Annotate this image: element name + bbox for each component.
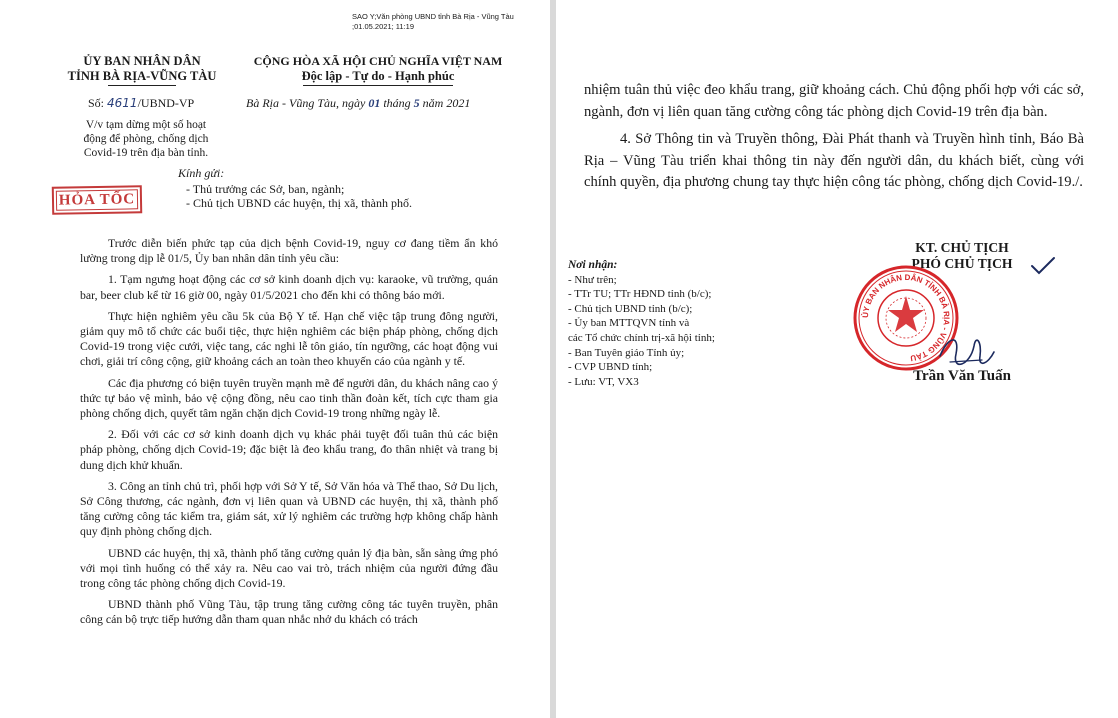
distribution-item: - Ban Tuyên giáo Tỉnh ủy; — [568, 346, 685, 359]
signer-position: PHÓ CHỦ TỊCH — [911, 256, 1013, 271]
subject-line1: V/v tạm dừng một số hoạt — [85, 119, 207, 131]
national-header — [228, 54, 528, 86]
national-title: CỘNG HÒA XÃ HỘI CHỦ NGHĨA VIỆT NAM — [253, 54, 503, 68]
paragraph: Các địa phương có biện tuyên truyền mạnh mẽ để người dân, du khách nâng cao ý thức tự bảo vệ mình, bảo vệ cộng đồng, nêu cao tinh thần đoàn kết, tích cực tham gia phòng chống dịch, quyết tâm ngăn chặn dịch Covid-19 trong những ngày lễ. — [80, 375, 498, 421]
signer-title: KT. CHỦ TỊCH — [915, 240, 1009, 255]
paragraph: nhiệm tuân thủ việc đeo khẩu trang, giữ khoảng cách. Chủ động phối hợp với các sở, ngành, đơn vị liên quan tăng cường công tác phòng dịch Covid-19 trên địa bàn. — [584, 82, 1084, 120]
handwritten-signature — [930, 316, 1000, 386]
signer-name: Trần Văn Tuấn — [913, 368, 1011, 384]
salutation: Kính gửi: — [178, 166, 225, 180]
seal-text: ỦY BAN NHÂN DÂN TỈNH BÀ RỊA - VŨNG TÀU — [860, 272, 952, 363]
subject-line3: Covid-19 trên địa bàn tỉnh. — [83, 147, 209, 159]
issuer-header — [62, 54, 222, 86]
date-day: 01 — [368, 96, 381, 110]
national-motto: Độc lập - Tự do - Hạnh phúc — [301, 69, 455, 83]
document-subject — [66, 118, 226, 160]
paragraph: UBND các huyện, thị xã, thành phố tăng cường quản lý địa bàn, sẵn sàng ứng phó với mọi tình huống có thể xảy ra. Nêu cao vai trò, trách nhiệm của người đứng đầu trong công tác phòng chống dịch Covid-19. — [80, 545, 498, 591]
paragraph: 4. Sở Thông tin và Truyền thông, Đài Phát thanh và Truyền hình tỉnh, Báo Bà Rịa – Vũng Tàu triển khai thông tin này đến người dân, du khách biết, cùng với chính quyền, địa phương chung tay thực hiện công tác phòng, chống dịch Covid-19./. — [584, 131, 1084, 190]
copy-stamp-line1: SAO Y;Văn phòng UBND tỉnh Bà Rịa - Vũng Tàu — [352, 12, 514, 21]
urgent-stamp: HỎA TỐC — [52, 185, 142, 215]
issuer-line2: TỈNH BÀ RỊA-VŨNG TÀU — [67, 69, 217, 83]
date-part3: năm 2021 — [422, 96, 471, 110]
distribution-item: - Chủ tịch UBND tỉnh (b/c); — [568, 302, 693, 315]
body-left — [80, 236, 498, 634]
paragraph: 2. Đối với các cơ sở kinh doanh dịch vụ khác phải tuyệt đối tuân thủ các biện pháp phòng, chống dịch Covid-19; đặc biệt là đeo khẩu trang, đo thân nhiệt và trang bị dung dịch khử khuẩn. — [80, 427, 498, 472]
document-date — [246, 96, 470, 111]
doc-number-prefix: Số: — [88, 96, 105, 110]
motto-underline — [303, 85, 453, 86]
recipient-line: - Thủ trưởng các Sở, ban, ngành; — [186, 182, 345, 196]
paragraph: UBND thành phố Vũng Tàu, tập trung tăng cường công tác tuyên truyền, phân công cán bộ trực tiếp hướng dẫn tham quan nhắc nhở du khách có trách — [80, 597, 498, 627]
subject-line2: động để phòng, chống dịch — [83, 133, 209, 145]
copy-stamp — [352, 12, 542, 32]
distribution-item: - CVP UBND tỉnh; — [568, 361, 653, 374]
distribution-title: Nơi nhận: — [568, 259, 618, 271]
distribution-item: - TTr TU; TTr HĐND tỉnh (b/c); — [568, 288, 712, 301]
body-right — [584, 80, 1084, 200]
doc-number-handwritten: 4611 — [107, 96, 138, 110]
paragraph: Trước diễn biến phức tạp của dịch bệnh Covid-19, nguy cơ đang tiềm ẩn khó lường trong dịp lễ 01/5, Ủy ban nhân dân tỉnh yêu cầu: — [80, 236, 498, 266]
distribution-item: - Ủy ban MTTQVN tỉnh và — [568, 317, 690, 330]
issuer-line1: ỦY BAN NHÂN DÂN — [83, 54, 201, 68]
paragraph: 3. Công an tỉnh chủ trì, phối hợp với Sở Y tế, Sở Văn hóa và Thể thao, Sở Du lịch, Sở Công thương, các ngành, đơn vị liên quan và UBND các huyện, thị xã, thành phố tăng cường công tác kiểm tra, giám sát, xử lý nghiêm các trường hợp không chấp hành quy định phòng chống dịch. — [80, 478, 498, 539]
checkmark-icon — [1030, 256, 1056, 276]
document-number — [88, 96, 194, 111]
seal-star-icon — [888, 296, 924, 332]
paragraph: 1. Tạm ngưng hoạt động các cơ sở kinh doanh dịch vụ: karaoke, vũ trường, quán bar, beer club kể từ 16 giờ 00, ngày 01/5/2021 cho đến khi có thông báo mới. — [80, 272, 498, 302]
distribution-list — [568, 258, 818, 389]
distribution-item: - Như trên; — [568, 273, 617, 286]
recipient-line: - Chủ tịch UBND các huyện, thị xã, thành phố. — [186, 196, 412, 210]
distribution-item: các Tổ chức chính trị-xã hội tỉnh; — [568, 331, 715, 344]
paragraph: Thực hiện nghiêm yêu cầu 5k của Bộ Y tế. Hạn chế việc tập trung đông người, giảm quy mô tổ chức các buổi tiệc, thực hiện nghiêm các biện pháp phòng, chống dịch Covid-19 trong việc cưới, việc tang, các nghi lễ tôn giáo, tín ngưỡng, các hoạt động vui chơi, giải trí công cộng, giữ khoảng cách an toàn theo khuyến cáo của ngành y tế. — [80, 308, 498, 369]
issuer-underline — [108, 85, 176, 86]
date-part1: Bà Rịa - Vũng Tàu, ngày — [246, 96, 366, 110]
copy-stamp-line2: ;01.05.2021; 11:19 — [352, 22, 414, 31]
date-month: 5 — [413, 96, 420, 110]
doc-number-suffix: /UBND-VP — [137, 96, 195, 110]
checkmark-stroke — [1032, 258, 1054, 273]
date-part2: tháng — [383, 96, 411, 110]
distribution-item: - Lưu: VT, VX3 — [568, 375, 639, 388]
